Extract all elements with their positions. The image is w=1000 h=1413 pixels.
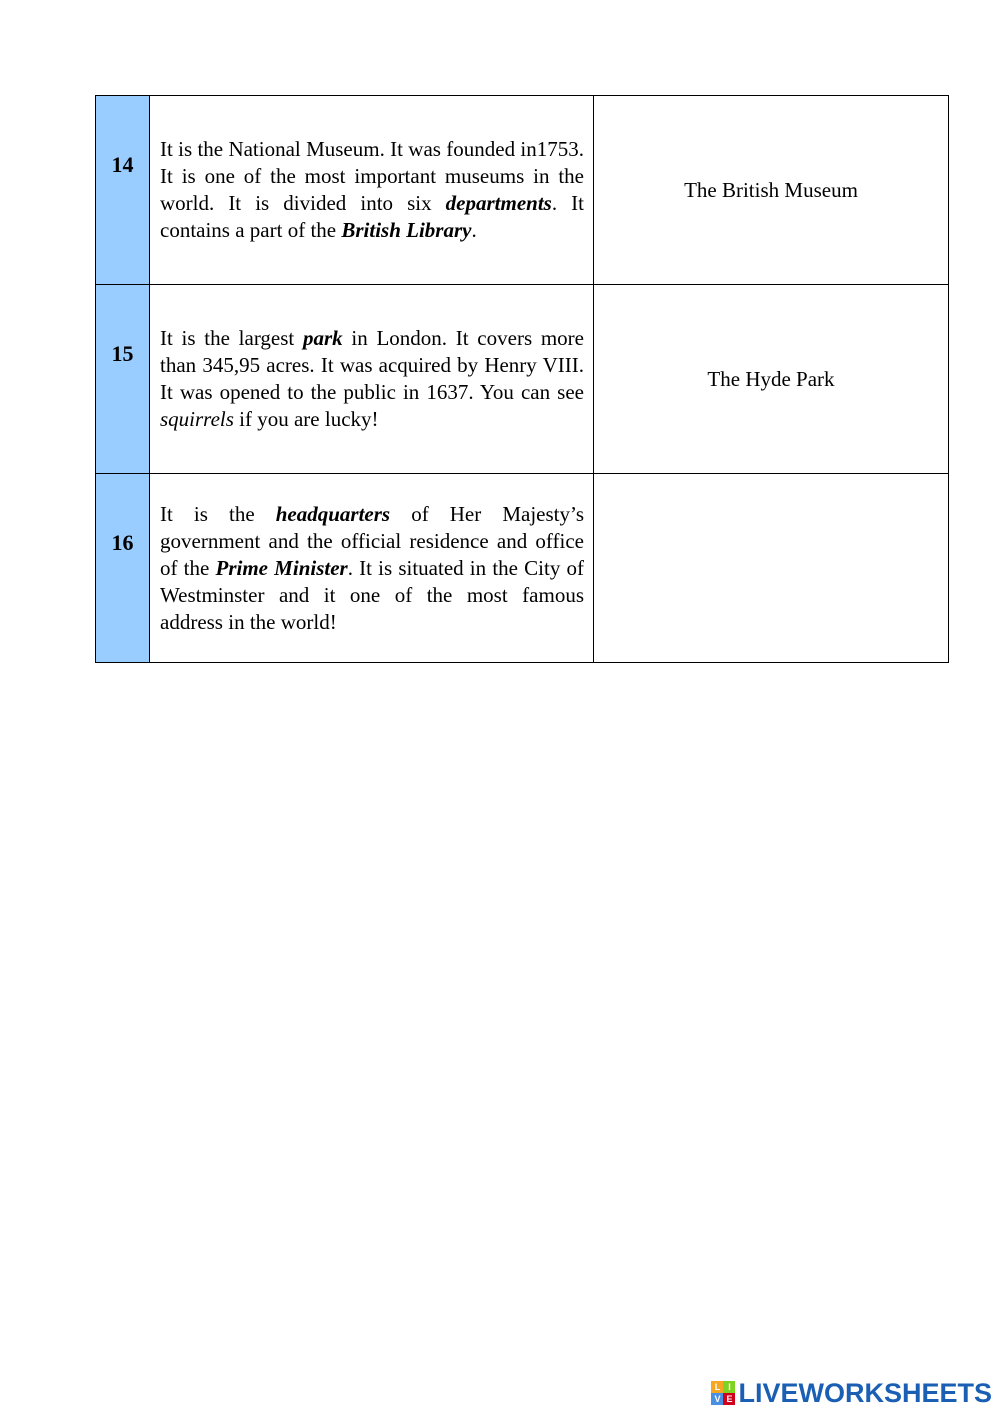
description-part: departments <box>445 191 552 215</box>
logo-text: LIVEWORKSHEETS <box>738 1377 992 1408</box>
logo-mark-letter: V <box>711 1393 723 1405</box>
answer-cell[interactable] <box>594 285 949 474</box>
description-part: Prime Minister <box>215 555 348 580</box>
answer-text: The Hyde Park <box>707 366 835 391</box>
row-number: 15 <box>111 341 134 366</box>
logo-mark-letter: E <box>723 1393 735 1405</box>
answer-cell[interactable] <box>594 96 949 285</box>
description-part: of Her Majesty’s government and the official residence and office of the <box>160 501 584 580</box>
description-part: in London. It covers more than 345,95 acres. It was acquired by Henry VIII. It was opened to the public in 1637. You can see <box>160 326 584 404</box>
description-part: It is the <box>160 501 276 526</box>
description-cell <box>150 96 594 285</box>
answer-cell[interactable] <box>594 474 949 663</box>
logo-mark-letter: L <box>711 1381 723 1393</box>
description-part: British Library <box>341 218 472 242</box>
description-cell <box>150 285 594 474</box>
table-row <box>96 285 949 474</box>
quiz-table <box>95 95 949 663</box>
description-part: It is the largest <box>160 326 303 350</box>
description-part: squirrels <box>160 407 234 431</box>
liveworksheets-logo <box>711 1377 992 1409</box>
description-part: . It is situated in the City of Westminster and it one of the most famous address in the world! <box>160 555 584 634</box>
table-row <box>96 96 949 285</box>
row-number-cell <box>96 96 150 285</box>
row-number: 16 <box>111 530 134 555</box>
description-part: . <box>471 218 477 242</box>
description-part: headquarters <box>275 501 391 526</box>
description-cell <box>150 474 594 663</box>
logo-mark-letter: I <box>723 1381 735 1393</box>
table-row <box>96 474 949 663</box>
description-part: if you are lucky! <box>233 407 379 431</box>
logo-mark-icon <box>711 1381 735 1405</box>
row-number-cell <box>96 474 150 663</box>
row-number: 14 <box>111 152 134 177</box>
description-part: . It contains a part of the <box>160 191 584 242</box>
description-part: It is the National Museum. It was founded in1753. It is one of the most important museums in the world. It is divided into six <box>160 137 584 215</box>
description-part: park <box>302 326 343 350</box>
answer-text: The British Museum <box>684 177 858 202</box>
row-number-cell <box>96 285 150 474</box>
